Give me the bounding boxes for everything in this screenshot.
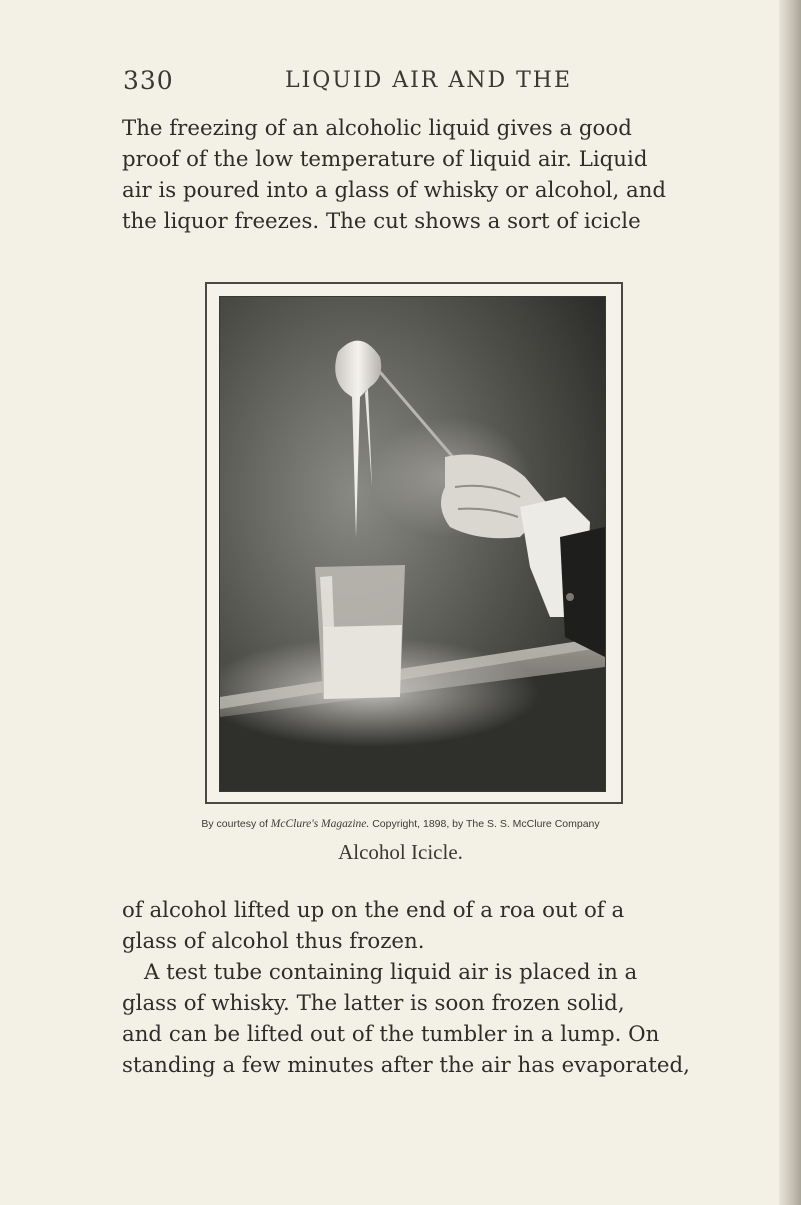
alcohol-icicle-photograph (219, 296, 606, 792)
photograph-illustration (220, 297, 605, 791)
paragraph-2-line: glass of alcohol thus frozen. (122, 929, 425, 954)
paragraph-1-line: The freezing of an alcoholic liquid gives a good (122, 116, 632, 141)
paragraph-1-line: air is poured into a glass of whisky or alcohol, and (122, 178, 667, 203)
paragraph-3-line: standing a few minutes after the air has evaporated, (122, 1053, 690, 1078)
figure-frame (205, 282, 623, 804)
figure-credit (0, 818, 801, 830)
paragraph-3-line: A test tube containing liquid air is placed in a (144, 960, 638, 985)
running-head (0, 66, 801, 96)
paragraph-1 (122, 113, 712, 237)
paragraph-3 (122, 957, 712, 1081)
paragraph-2-line: of alcohol lifted up on the end of a roa out of a (122, 898, 625, 923)
paragraph-1-line: proof of the low temperature of liquid air. Liquid (122, 147, 648, 172)
paragraph-2 (122, 895, 712, 957)
figure-caption: Alcohol Icicle. (338, 840, 463, 864)
paragraph-1-line: the liquor freezes. The cut shows a sort of icicle (122, 209, 641, 234)
page-edge-shadow (779, 0, 801, 1205)
credit-source: McClure's Magazine. (270, 818, 370, 830)
paragraph-3-line: glass of whisky. The latter is soon frozen solid, (122, 991, 625, 1016)
paragraph-3-line: and can be lifted out of the tumbler in a lump. On (122, 1022, 660, 1047)
credit-copyright: Copyright, 1898, by The S. S. McClure Company (372, 818, 600, 830)
credit-prefix: By courtesy of (201, 818, 268, 830)
page-number: 330 (123, 66, 174, 95)
running-head-title: LIQUID AIR AND THE (285, 68, 573, 93)
